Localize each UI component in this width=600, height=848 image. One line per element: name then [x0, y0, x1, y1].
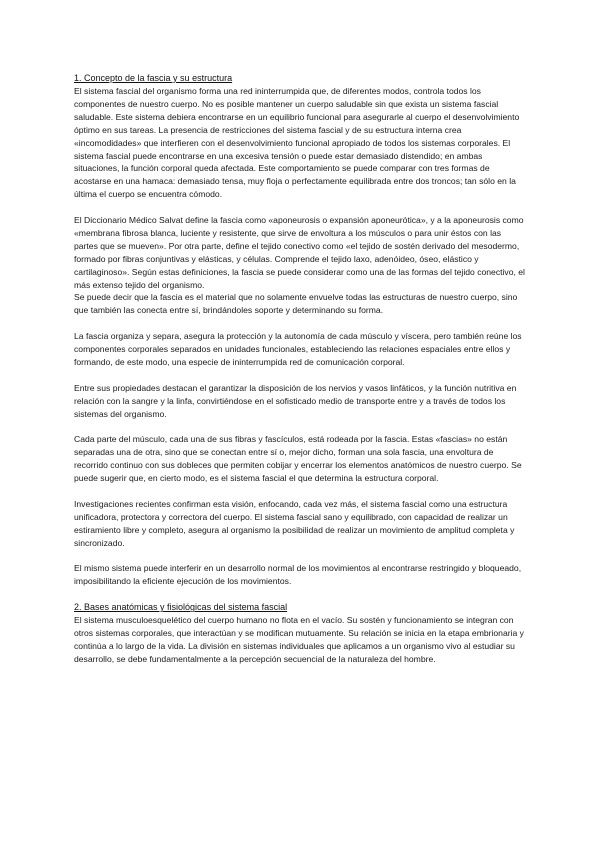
paragraph: El sistema musculoesquelético del cuerpo humano no flota en el vacío. Su sostén y funcionamiento se integran con otros sistemas corporales, que interactúan y se modifican mutuamente. Su relación se inicia en la etapa embrionaria y continúa a lo largo de la vida. La división en sistemas individuales que aplicamos a un organismo vivo al estudiar su desarrollo, se debe fundamentalmente a la percepción secuencial de la naturaleza del hombre. — [74, 615, 524, 664]
paragraph: Entre sus propiedades destacan el garantizar la disposición de los nervios y vasos linfáticos, y la función nutritiva en relación con la sangre y la linfa, convirtiéndose en el sofisticado medio de transporte entre y a través de todos los sistemas del organismo. — [74, 382, 517, 419]
section-heading: 1. Concepto de la fascia y su estructura — [74, 73, 233, 83]
paragraph: La fascia organiza y separa, asegura la protección y la autonomía de cada músculo y víscera, pero también reúne los componentes corporales separados en unidades funcionales, estableciendo las relaciones espaciales entre ellos y formando, de este modo, una especie de ininterrumpida red de comunicación corporal. — [74, 331, 522, 367]
paragraph: El mismo sistema puede interferir en un desarrollo normal de los movimientos al encontrarse restringido y bloqueado, imposibilitando la eficiente ejecución de los movimientos. — [74, 563, 522, 587]
section-bases-anatomicas — [74, 601, 526, 666]
section-concepto-fascia — [74, 72, 526, 588]
paragraph: Se puede decir que la fascia es el material que no solamente envuelve todas las estructuras de nuestro cuerpo, sino que también las conecta entre sí, brindándoles soporte y determinando su forma. — [74, 292, 518, 316]
paragraph: El sistema fascial del organismo forma una red ininterrumpida que, de diferentes modos, controla todos los componentes de nuestro cuerpo. No es posible mantener un cuerpo saludable sin que exista un sistema fascial saludable. Este sistema debiera encontrarse en un equilibrio funcional para asegurarle al cuerpo el desenvolvimiento óptimo en sus tareas. La presencia de restricciones del sistema fascial y de su estructura interna crea «incomodidades» que interfieren con el desenvolvimiento funcional apropiado de todos los sistemas corporales. El sistema fascial puede encontrarse en una excesiva tensión o puede estar demasiado distendido; en ambas situaciones, la función corporal queda afectada. Este comportamiento se puede comparar con tres formas de acostarse en una hamaca: demasiado tensa, muy floja o perfectamente equilibrada entre dos troncos; tan sólo en la última el cuerpo se encuentra cómodo. — [74, 86, 520, 200]
paragraph: El Diccionario Médico Salvat define la fascia como «aponeurosis o expansión aponeurótica», y a la aponeurosis como «membrana fibrosa blanca, luciente y resistente, que sirve de envoltura a los músculos o para unir éstos con las partes que se mueven». Por otra parte, define el tejido conectivo como «el tejido de sostén derivado del mesodermo, formado por fibras conjuntivas y elásticas, y células. Comprende el tejido laxo, adenóideo, óseo, elástico y cartilaginoso». Según estas definiciones, la fascia se puede considerar como una de las formas del tejido conectivo, el más extenso tejido del organismo. — [74, 215, 525, 290]
paragraph: Investigaciones recientes confirman esta visión, enfocando, cada vez más, el sistema fascial como una estructura unificadora, protectora y correctora del cuerpo. El sistema fascial sano y equilibrado, con capacidad de realizar un estiramiento libre y completo, asegura al organismo la posibilidad de realizar un movimiento de amplitud completa y sincronizado. — [74, 498, 515, 548]
section-heading: 2. Bases anatómicas y fisiológicas del sistema fascial — [74, 602, 288, 613]
paragraph: Cada parte del músculo, cada una de sus fibras y fascículos, está rodeada por la fascia. Estas «fascias» no están separadas una de otra, sino que se conectan entre sí o, mejor dicho, forman una sola fascia, una envoltura de recorrido continuo con sus dobleces que permiten cobijar y encerrar los elementos anatómicos de nuestro cuerpo. Se puede sugerir que, en cierto modo, es el sistema fascial el que determina la estructura corporal. — [74, 434, 522, 484]
